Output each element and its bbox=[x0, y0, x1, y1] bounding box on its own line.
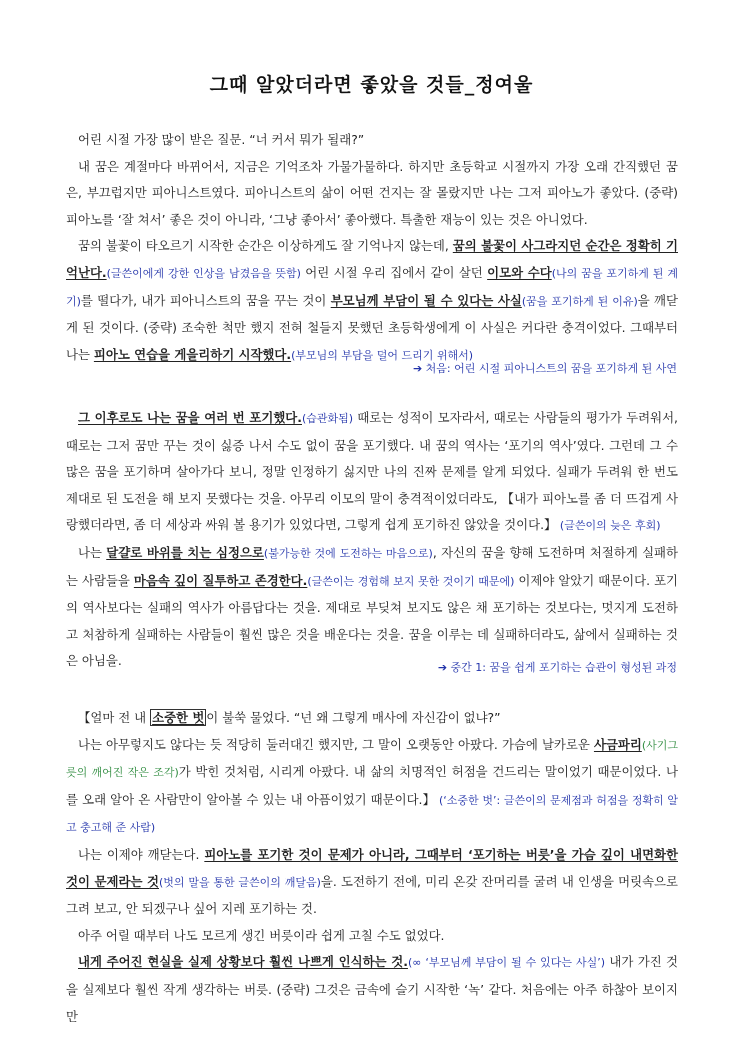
boxed-phrase: 소중한 벗 bbox=[152, 710, 205, 725]
paragraph bbox=[66, 705, 678, 732]
text: 을 깨닫게 된 것이다. (중략) 조숙한 척만 했지 전혀 철들지 못했던 초등학생에게 이 사실은 커다란 충격이었다. 그때부터 나는 bbox=[66, 292, 678, 362]
paragraph bbox=[66, 732, 678, 842]
paragraph bbox=[66, 923, 678, 950]
underlined-phrase: 그 이후로도 나는 꿈을 여러 번 포기했다. bbox=[78, 410, 302, 425]
underlined-phrase: 내게 주어진 현실을 실제 상황보다 훨씬 나쁘게 인식하는 것. bbox=[78, 954, 408, 970]
text: 【얼마 전 내 bbox=[78, 710, 151, 725]
text: , 자신의 꿈을 향해 도전하며 처절하게 실패하는 사람들을 bbox=[66, 544, 678, 588]
text: 가 박힌 것처럼, 시리게 아팠다. 내 삶의 치명적인 허점을 건드리는 말이었기 때문이었다. 나를 오래 알아 온 사람만이 알아볼 수 있는 내 아픔이었기 때문이다.】 bbox=[66, 764, 678, 807]
text: 이 불쑥 물었다. “넌 왜 그렇게 매사에 자신감이 없냐?” bbox=[206, 710, 501, 725]
text: 나는 아무렇지도 않다는 듯 적당히 둘러대긴 했지만, 그 말이 오랫동안 아팠다. 가슴에 날카로운 bbox=[78, 736, 594, 752]
text: 어린 시절 가장 많이 받은 질문. “너 커서 뭐가 될래?” bbox=[78, 132, 365, 147]
text: 나는 이제야 깨닫는다. bbox=[78, 846, 205, 862]
underlined-phrase: 꿈의 불꽃이 사그라지던 순간은 정확히 기억난다. bbox=[66, 238, 678, 280]
annotation-note: (불가능한 것에 도전하는 마음으로) bbox=[263, 546, 433, 560]
page-title: 그때 알았더라면 좋았을 것들_정여울 bbox=[209, 74, 534, 96]
underlined-phrase: 피아노를 포기한 것이 문제가 아니라, 그때부터 ‘포기하는 버릇’을 가슴 깊이 내면화한 것이 문제라는 것 bbox=[66, 846, 679, 889]
text: 나는 bbox=[78, 544, 107, 560]
section-summary-caption: ➔ 중간 1: 꿈을 쉽게 포기하는 습관이 형성된 과정 bbox=[437, 661, 677, 674]
paragraph bbox=[66, 949, 678, 1030]
underlined-phrase: 달걀로 바위를 치는 심정으로 bbox=[106, 544, 264, 560]
paragraph bbox=[66, 233, 678, 369]
text: 꿈의 불꽃이 타오르기 시작한 순간은 이상하게도 잘 기억나지 않는데, bbox=[78, 238, 453, 254]
text: 내 꿈은 계절마다 바뀌어서, 지금은 기억조차 가물가물하다. 하지만 초등학교 시절까지 가장 오래 간직했던 꿈은, 부끄럽지만 피아니스트였다. 피아니스트의 삶이 어떤 건지는 잘 몰랐지만 나는 그저 피아노가 좋았다. (중략) 피아노를 ‘잘 쳐서’ 좋은 것이 아니라, ‘그냥 좋아서’ 좋아했다. 특출한 재능이 있는 것은 아니었다. bbox=[66, 158, 678, 227]
paragraph bbox=[66, 540, 678, 675]
annotation-note: (꿈을 포기하게 된 이유) bbox=[521, 294, 638, 308]
underlined-phrase: 마음속 깊이 질투하고 존경한다. bbox=[133, 572, 308, 588]
text: 어린 시절 우리 집에서 같이 살던 bbox=[300, 264, 488, 280]
section-middle-1 bbox=[66, 405, 678, 675]
underlined-phrase: 이모와 수다 bbox=[487, 264, 552, 280]
underlined-phrase: 피아노 연습을 게을리하기 시작했다. bbox=[93, 346, 292, 362]
text: 를 떨다가, 내가 피아니스트의 꿈을 꾸는 것이 bbox=[80, 292, 331, 308]
annotation-note: (부모님의 부담을 덜어 드리기 위해서) bbox=[291, 348, 474, 362]
underlined-phrase: 부모님께 부담이 될 수 있다는 사실 bbox=[330, 292, 522, 308]
text: 을. 도전하기 전에, 미리 온갖 잔머리를 굴려 내 인생을 머릿속으로 그려 보고, 안 되겠구나 싶어 지레 포기하는 것. bbox=[66, 873, 678, 917]
underlined-phrase: 사금파리 bbox=[593, 736, 642, 752]
annotation-note: (벗의 말을 통한 글쓴이의 깨달음) bbox=[159, 875, 321, 889]
text: 이제야 알았기 때문이다. 포기의 역사보다는 실패의 역사가 아름답다는 것을. 제대로 부딪쳐 보지도 않은 채 포기하는 것보다는, 멋지게 도전하고 처참하게 실패하는 사람들이 훨씬 많은 것을 배운다는 것을. 꿈을 이루는 데 실패하더라도, 삶에서 실패하는 것은 아님을. bbox=[66, 572, 679, 669]
paragraph bbox=[66, 154, 678, 234]
annotation-note: (글쓴이는 경험해 보지 못한 것이기 때문에) bbox=[307, 574, 515, 588]
annotation-note: (나의 꿈을 포기하게 된 계기) bbox=[66, 266, 678, 308]
definition-note: (사기그릇의 깨어진 작은 조각) bbox=[66, 738, 678, 780]
annotation-note: (글쓴이의 늦은 후회) bbox=[556, 519, 661, 533]
section-beginning bbox=[66, 127, 678, 369]
section-middle-2 bbox=[66, 705, 678, 1030]
annotation-note: (∞ ‘부모님께 부담이 될 수 있다는 사실’) bbox=[407, 956, 606, 970]
annotation-note: (습관화됨) bbox=[301, 412, 354, 425]
section-summary-caption: ➔ 처음: 어린 시절 피아니스트의 꿈을 포기하게 된 사연 bbox=[412, 362, 677, 375]
paragraph bbox=[66, 127, 678, 154]
text: 때로는 성적이 모자라서, 때로는 사람들의 평가가 두려워서, 때로는 그저 꿈만 꾸는 것이 싫증 나서 수도 없이 꿈을 포기했다. 내 꿈의 역사는 ‘포기의 역사’였다. 그런데 그 수많은 꿈을 포기하며 살아가다 보니, 정말 인정하기 싫지만 나의 진짜 문제를 알게 되었다. 실패가 두려워 한 번도 제대로 된 도전을 해 보지 못했다는 것을. 아무리 이모의 말이 충격적이었더라도, 【내가 피아노를 좀 더 뜨겁게 사랑했더라면, 좀 더 세상과 싸워 볼 용기가 있었다면, 그렇게 쉽게 포기하진 않았을 것이다.】 bbox=[66, 410, 678, 533]
annotation-note: (‘소중한 벗’: 글쓴이의 문제점과 허점을 정확히 알고 충고해 준 사람) bbox=[66, 793, 679, 835]
paragraph bbox=[66, 842, 678, 923]
text: 내가 가진 것을 실제보다 훨씬 작게 생각하는 버릇. (중략) 그것은 금속에 슬기 시작한 ‘녹’ 같다. 처음에는 아주 하찮아 보이지만 bbox=[66, 954, 679, 1024]
text: 아주 어릴 때부터 나도 모르게 생긴 버릇이라 쉽게 고칠 수도 없었다. bbox=[78, 927, 445, 943]
paragraph bbox=[66, 405, 678, 540]
annotation-note: (글쓴이에게 강한 인상을 남겼음을 뜻함) bbox=[106, 266, 301, 280]
